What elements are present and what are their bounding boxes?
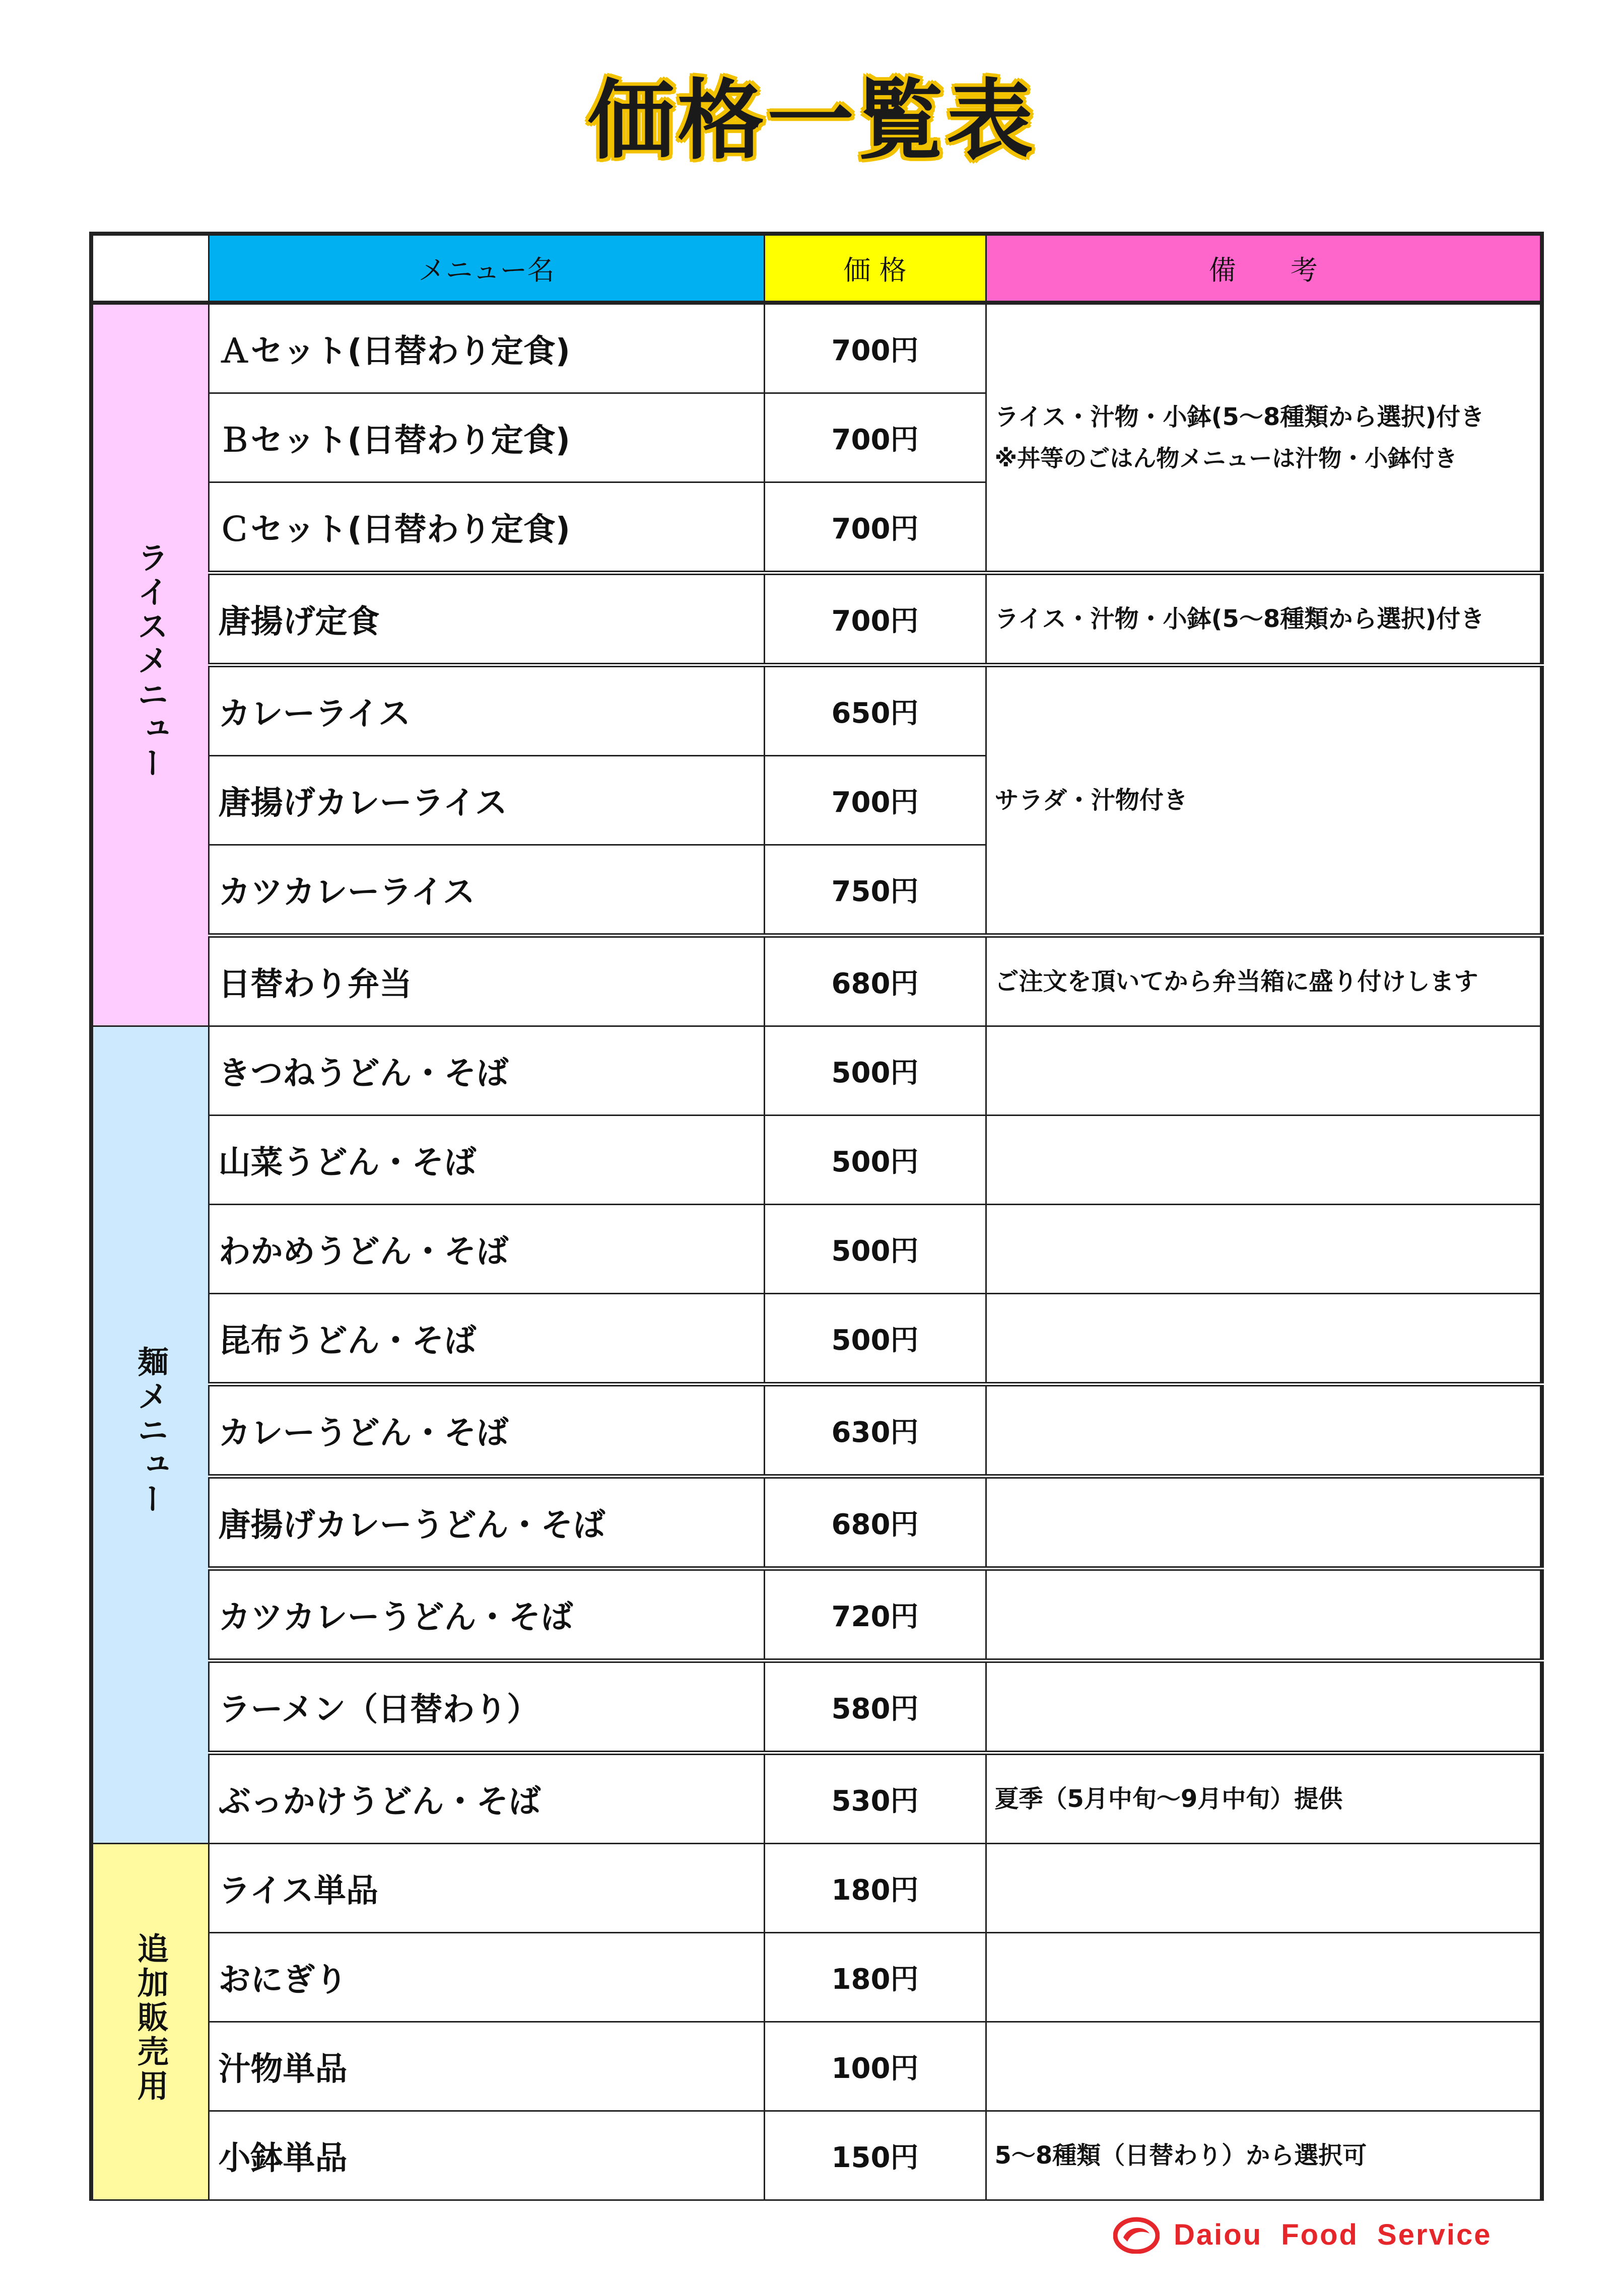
item-price: 700円: [764, 393, 986, 482]
note-empty: [986, 1205, 1542, 1294]
table-header: [91, 234, 1542, 303]
note-kobachi-text: 5～8種類（日替わり）から選択可: [994, 2141, 1367, 2170]
note-bento: [986, 936, 1542, 1026]
note-empty: [986, 1026, 1542, 1116]
item-name: 汁物単品: [209, 2022, 764, 2111]
item-name: 唐揚げ定食: [209, 573, 764, 665]
item-price: 530円: [764, 1753, 986, 1844]
item-name: カレーライス: [209, 665, 764, 756]
item-name: 昆布うどん・そば: [209, 1294, 764, 1384]
item-price: 180円: [764, 1844, 986, 1933]
footer-brand: [1113, 2212, 1492, 2257]
header-price: 価 格: [764, 234, 986, 303]
header-menu-name: メニュー名: [209, 234, 764, 303]
table-row: [91, 1844, 1542, 1933]
table-row: [91, 936, 1542, 1026]
item-name: ラーメン（日替わり）: [209, 1661, 764, 1753]
item-price: 680円: [764, 1477, 986, 1569]
note-set-line2: ※丼等のごはん物メニューは汁物・小鉢付き: [994, 445, 1458, 472]
item-price: 500円: [764, 1294, 986, 1384]
note-empty: [986, 1569, 1542, 1661]
table-row: [91, 1205, 1542, 1294]
item-name: おにぎり: [209, 1933, 764, 2022]
table-row: [91, 1026, 1542, 1116]
item-price: 100円: [764, 2022, 986, 2111]
note-empty: [986, 2022, 1542, 2111]
note-empty: [986, 1384, 1542, 1477]
category-extra: [91, 1844, 209, 2200]
note-karaage-text: ライス・汁物・小鉢(5～8種類から選択)付き: [994, 605, 1485, 633]
table-row: [91, 665, 1542, 756]
note-empty: [986, 1844, 1542, 1933]
note-bukkake: [986, 1753, 1542, 1844]
category-rice-label: ライスメニュー: [132, 541, 169, 781]
table-row: [91, 1569, 1542, 1661]
table-row: [91, 1477, 1542, 1569]
item-price: 720円: [764, 1569, 986, 1661]
table-row: [91, 1384, 1542, 1477]
item-name: カツカレーライス: [209, 845, 764, 936]
item-name: ぶっかけうどん・そば: [209, 1753, 764, 1844]
item-name: カツカレーうどん・そば: [209, 1569, 764, 1661]
table-row: [91, 1933, 1542, 2022]
item-price: 700円: [764, 756, 986, 845]
note-set: [986, 303, 1542, 573]
note-empty: [986, 1116, 1542, 1205]
table-row: [91, 303, 1542, 393]
item-name: Ｂセット(日替わり定食): [209, 393, 764, 482]
category-noodle-label: 麺メニュー: [132, 1345, 169, 1517]
item-price: 700円: [764, 482, 986, 573]
note-bukkake-text: 夏季（5月中旬～9月中旬）提供: [994, 1785, 1343, 1813]
item-price: 500円: [764, 1116, 986, 1205]
note-bento-text: ご注文を頂いてから弁当箱に盛り付けします: [994, 967, 1478, 996]
price-table: [89, 232, 1544, 2201]
item-name: 日替わり弁当: [209, 936, 764, 1026]
table-row: [91, 2111, 1542, 2200]
table-row: [91, 1661, 1542, 1753]
item-price: 680円: [764, 936, 986, 1026]
item-price: 180円: [764, 1933, 986, 2022]
note-empty: [986, 1933, 1542, 2022]
table-row: [91, 1294, 1542, 1384]
item-name: 唐揚げカレーライス: [209, 756, 764, 845]
header-notes: 備 考: [986, 234, 1542, 303]
table-row: [91, 2022, 1542, 2111]
item-price: 500円: [764, 1026, 986, 1116]
item-price: 500円: [764, 1205, 986, 1294]
item-name: 山菜うどん・そば: [209, 1116, 764, 1205]
table-row: [91, 1116, 1542, 1205]
item-name: Ａセット(日替わり定食): [209, 303, 764, 393]
page-title: 価格一覧表: [588, 70, 1036, 171]
category-rice: [91, 303, 209, 1026]
item-name: きつねうどん・そば: [209, 1026, 764, 1116]
table-row: [91, 573, 1542, 665]
note-kobachi: [986, 2111, 1542, 2200]
item-price: 630円: [764, 1384, 986, 1477]
item-price: 700円: [764, 303, 986, 393]
item-name: 小鉢単品: [209, 2111, 764, 2200]
item-price: 750円: [764, 845, 986, 936]
note-set-line1: ライス・汁物・小鉢(5～8種類から選択)付き: [994, 403, 1485, 431]
note-empty: [986, 1661, 1542, 1753]
item-name: 唐揚げカレーうどん・そば: [209, 1477, 764, 1569]
item-price: 700円: [764, 573, 986, 665]
note-curry: [986, 665, 1542, 936]
item-price: 650円: [764, 665, 986, 756]
item-price: 150円: [764, 2111, 986, 2200]
note-karaage: [986, 573, 1542, 665]
category-noodle: [91, 1026, 209, 1844]
note-empty: [986, 1477, 1542, 1569]
header-blank: [91, 234, 209, 303]
item-price: 580円: [764, 1661, 986, 1753]
brand-name: Daiou Food Service: [1174, 2218, 1492, 2251]
item-name: ライス単品: [209, 1844, 764, 1933]
daiou-logo-icon: [1113, 2215, 1160, 2254]
item-name: わかめうどん・そば: [209, 1205, 764, 1294]
note-curry-text: サラダ・汁物付き: [994, 786, 1188, 814]
category-extra-label: 追加販売用: [132, 1932, 169, 2104]
note-empty: [986, 1294, 1542, 1384]
table-row: [91, 1753, 1542, 1844]
item-name: Ｃセット(日替わり定食): [209, 482, 764, 573]
item-name: カレーうどん・そば: [209, 1384, 764, 1477]
